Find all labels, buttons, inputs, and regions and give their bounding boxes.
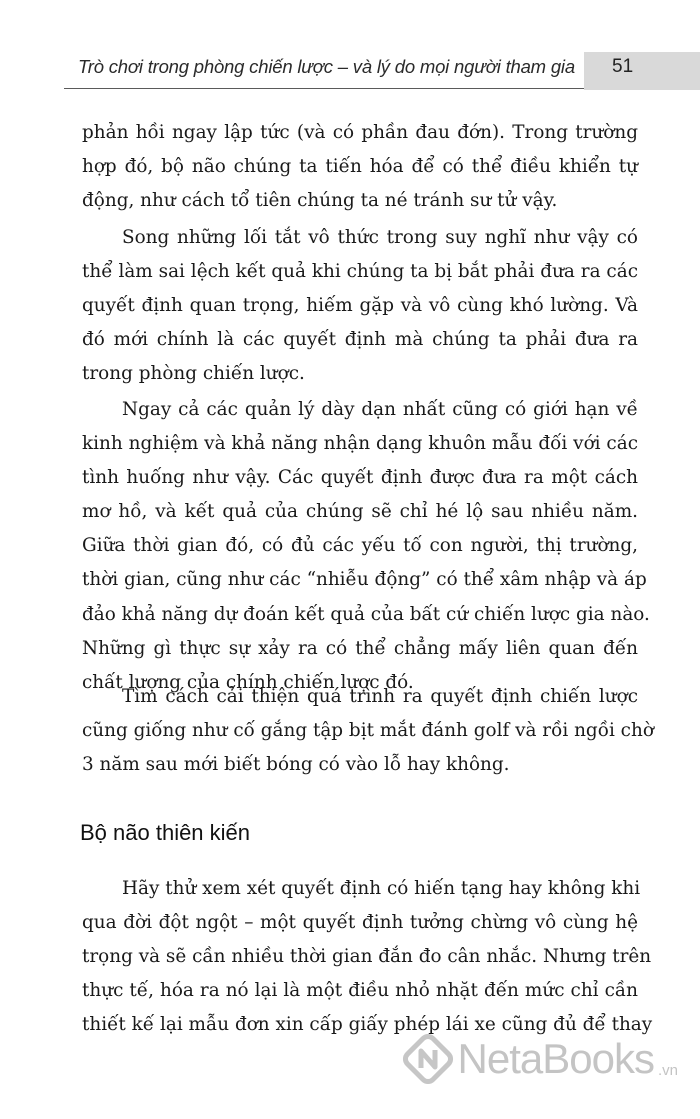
watermark-brand: NetaBooks [457,1035,654,1082]
page-number: 51 [612,56,634,77]
section-heading: Bộ não thiên kiến [80,820,251,845]
text-line: động, như cách tổ tiên chúng ta né tránh sư tử vậy. [82,190,558,212]
text-line: mơ hồ, và kết quả của chúng sẽ chỉ hé lộ sau nhiều năm. [82,501,638,523]
text-line: chất lượng của chính chiến lược đó. [82,671,414,693]
page-number-box [584,52,700,90]
paragraph-2 [82,221,638,391]
text-line: Ngay cả các quản lý dày dạn nhất cũng có giới hạn về [122,399,638,420]
text-line: trong phòng chiến lược. [82,363,305,385]
text-line: Những gì thực sự xảy ra có thể chẳng mấy liên quan đến [82,637,638,659]
netabooks-logo-icon [402,1033,454,1085]
text-line: đó mới chính là các quyết định mà chúng ta phải đưa ra [82,329,638,351]
paragraph-1 [82,116,638,218]
text-line: Hãy thử xem xét quyết định có hiến tạng hay không khi [122,878,641,899]
running-title: Trò chơi trong phòng chiến lược – và lý do mọi người tham gia [78,56,575,77]
text-line: Tìm cách cải thiện quá trình ra quyết định chiến lược [122,686,638,707]
text-line: qua đời đột ngột – một quyết định tưởng chừng vô cùng hệ [82,912,638,934]
text-line: thực tế, hóa ra nó lại là một điều nhỏ nhặt đến mức chỉ cần [82,980,638,1002]
text-line: đảo khả năng dự đoán kết quả của bất cứ chiến lược gia nào. [82,603,650,625]
section-paragraph [82,872,653,1042]
text-line: cũng giống như cố gắng tập bịt mắt đánh golf và rồi ngồi chờ [82,720,654,742]
watermark-suffix: .vn [657,1062,678,1079]
text-line: thời gian, cũng như các “nhiễu động” có thể xâm nhập và áp [82,569,647,591]
text-line: tình huống như vậy. Các quyết định được đưa ra một cách [82,467,638,489]
paragraph-4 [82,680,654,782]
watermark [402,1033,678,1085]
text-line: trọng và sẽ cần nhiều thời gian đắn đo cân nhắc. Nhưng trên [82,946,652,968]
text-line: thể làm sai lệch kết quả khi chúng ta bị bắt phải đưa ra các [82,261,638,283]
text-line: quyết định quan trọng, hiếm gặp và vô cùng khó lường. Và [82,295,638,317]
text-line: phản hồi ngay lập tức (và có phần đau đớn). Trong trường [82,122,638,143]
text-line: kinh nghiệm và khả năng nhận dạng khuôn mẫu đối với các [82,433,638,455]
text-line: 3 năm sau mới biết bóng có vào lỗ hay không. [82,754,510,776]
text-line: Song những lối tắt vô thức trong suy nghĩ như vậy có [122,227,638,248]
paragraph-3 [82,393,650,700]
running-header [0,52,700,90]
text-line: hợp đó, bộ não chúng ta tiến hóa để có thể điều khiển tự [82,156,638,178]
text-line: thiết kế lại mẫu đơn xin cấp giấy phép lái xe cũng đủ để thay [82,1014,653,1036]
text-line: Giữa thời gian đó, có đủ các yếu tố con người, thị trường, [82,535,638,557]
header-rule [64,88,584,89]
